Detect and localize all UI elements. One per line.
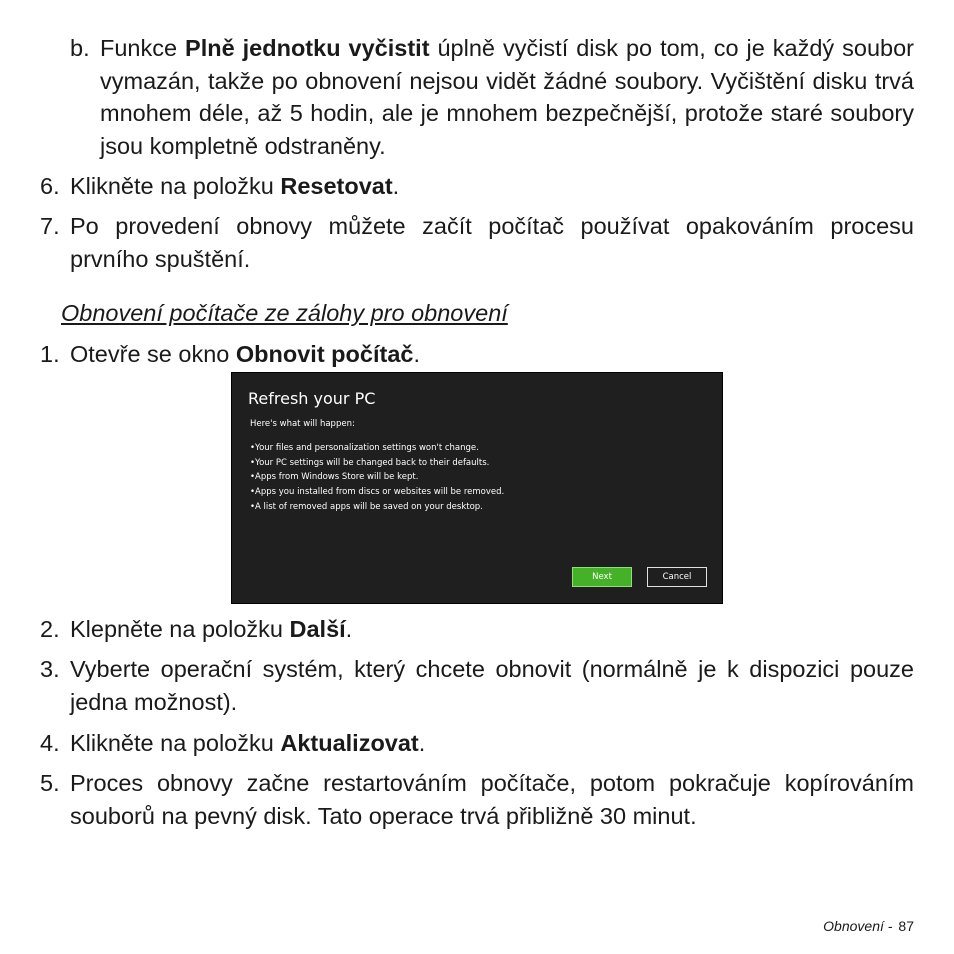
item-text-pre: Klikněte na položku xyxy=(70,173,281,199)
list-item-7 xyxy=(40,210,914,275)
page-footer xyxy=(823,918,914,934)
item-text-pre: Klikněte na položku xyxy=(70,730,281,756)
item-number: b. xyxy=(70,35,90,61)
restore-step-5 xyxy=(40,767,914,832)
cancel-button[interactable]: Cancel xyxy=(647,567,707,587)
item-number: 2. xyxy=(40,616,60,642)
item-number: 7. xyxy=(40,213,60,239)
item-number: 1. xyxy=(40,341,60,367)
restore-step-2 xyxy=(40,613,914,646)
item-text: Vyberte operační systém, který chcete obnovit (normálně je k dispozici pouze jedna možnost). xyxy=(70,656,914,715)
item-text: Po provedení obnovy můžete začít počítač používat opakováním procesu prvního spuštění. xyxy=(70,213,914,272)
item-text-pre: Klepněte na položku xyxy=(70,616,290,642)
screenshot-bullet: • Your files and personalization settings won't change. xyxy=(250,441,504,456)
restore-step-4 xyxy=(40,727,914,760)
screenshot-bullet: • A list of removed apps will be saved on your desktop. xyxy=(250,500,504,515)
item-text-bold: Obnovit počítač xyxy=(235,341,414,367)
item-text-post: . xyxy=(345,616,353,642)
section-heading: Obnovení počítače ze zálohy pro obnovení xyxy=(61,300,508,326)
item-text-bold: Plně jednotku vyčistit xyxy=(185,35,430,61)
item-number: 3. xyxy=(40,656,60,682)
item-text: Proces obnovy začne restartováním počítače, potom pokračuje kopírováním souborů na pevný disk. Tato operace trvá přibližně 30 minut. xyxy=(70,770,914,829)
list-item-6 xyxy=(40,170,914,203)
item-number: 6. xyxy=(40,173,60,199)
screenshot-bullet-list xyxy=(250,441,504,515)
page-number: 87 xyxy=(898,918,914,934)
screenshot-bullet: • Apps from Windows Store will be kept. xyxy=(250,470,504,485)
restore-step-3 xyxy=(40,653,914,718)
item-text-pre: Otevře se okno xyxy=(70,341,236,367)
item-text-bold: Resetovat xyxy=(280,173,393,199)
refresh-pc-screenshot xyxy=(231,372,723,604)
item-number: 5. xyxy=(40,770,60,796)
item-text-post: . xyxy=(392,173,400,199)
item-number: 4. xyxy=(40,730,60,756)
next-button[interactable]: Next xyxy=(572,567,632,587)
screenshot-title: Refresh your PC xyxy=(248,389,376,408)
item-text-bold: Další xyxy=(289,616,346,642)
item-text-pre: Funkce xyxy=(100,35,186,61)
screenshot-subtitle: Here's what will happen: xyxy=(250,419,355,429)
restore-step-1 xyxy=(40,338,914,371)
screenshot-bullet: • Your PC settings will be changed back to their defaults. xyxy=(250,456,504,471)
screenshot-bullet: • Apps you installed from discs or websites will be removed. xyxy=(250,485,504,500)
list-item-b xyxy=(70,32,914,162)
item-text-post: úplně vyčistí disk po tom, co je každý soubor vymazán, takže po obnovení nejsou vidět žádné soubory. Vyčištění disku trvá mnohem déle, až 5 hodin, ale je mnohem bezpečnější, protože staré soubory jsou kompletně odstraněny. xyxy=(100,35,915,159)
item-text-bold: Aktualizovat xyxy=(280,730,419,756)
item-text-post: . xyxy=(418,730,426,756)
footer-section: Obnovení - xyxy=(823,918,893,934)
item-text-post: . xyxy=(413,341,420,367)
